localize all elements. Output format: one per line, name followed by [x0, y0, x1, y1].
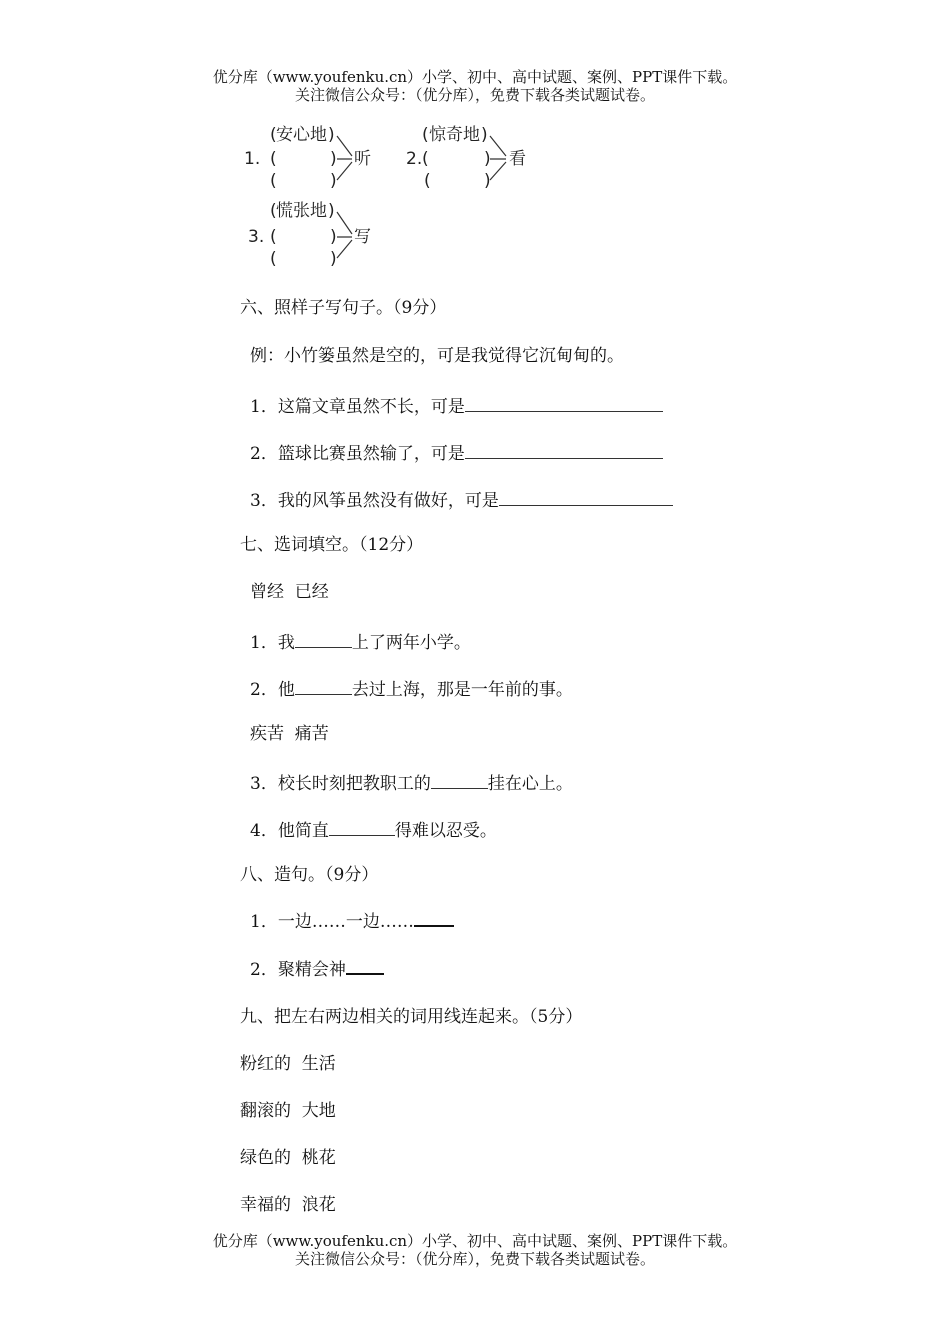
section-7-word-choices-2: 疾苦 痛苦 [250, 724, 329, 744]
footer-line-1: 优分库（www.youfenku.cn）小学、初中、高中试题、案例、PPT课件下载。 [212, 1232, 738, 1250]
answer-blank[interactable] [465, 394, 663, 412]
section-6-question-2 [250, 441, 663, 464]
diagram-num-3: 3. [248, 227, 265, 247]
diagram-blank-2b-open: ( [424, 171, 431, 191]
diagram-blank-3a-close: ) [330, 227, 337, 247]
answer-blank[interactable] [295, 630, 352, 648]
question-text: 4．他简直 [250, 821, 329, 841]
diagram-word-1-open: ( [270, 125, 277, 145]
diagram-word-1: 安心地 [276, 125, 327, 145]
diagram-connector-1 [337, 136, 352, 180]
question-text: 2．聚精会神 [250, 960, 346, 980]
question-text: 1．我 [250, 633, 295, 653]
header-line-1: 优分库（www.youfenku.cn）小学、初中、高中试题、案例、PPT课件下载。 [212, 68, 738, 86]
question-text: 3．我的风筝虽然没有做好，可是 [250, 491, 499, 511]
diagram-verb-1: 听 [354, 149, 371, 169]
question-text-end: 去过上海，那是一年前的事。 [351, 680, 573, 700]
footer-line-2: 关注微信公众号：（优分库），免费下载各类试题试卷。 [294, 1250, 655, 1268]
diagram-item-2 [406, 125, 526, 191]
diagram-word-1-close: ) [328, 125, 335, 145]
question-text: 1．一边……一边…… [250, 912, 414, 932]
section-7-word-choices-1: 曾经 已经 [250, 582, 329, 602]
diagram-blank-2b-close: ) [484, 171, 491, 191]
section-7-question-1 [250, 630, 471, 653]
diagram-blank-1a-open: ( [270, 149, 277, 169]
section-6-question-3 [250, 488, 673, 511]
diagram-verb-2: 看 [509, 149, 526, 169]
match-pair-3: 绿色的 桃花 [240, 1148, 336, 1168]
sentence-answer-line[interactable] [414, 915, 454, 927]
page-footer [0, 1232, 950, 1268]
diagram-verb-3: 写 [354, 227, 371, 247]
section-6-question-1 [250, 394, 663, 417]
section-6-title: 六、照样子写句子。（9分） [240, 298, 447, 318]
diagram-word-2-close: ) [481, 125, 488, 145]
match-pair-2: 翻滚的 大地 [240, 1101, 336, 1121]
diagram-connector-3 [337, 212, 352, 258]
section-8-question-2 [250, 960, 384, 980]
diagram-blank-1b-close: ) [330, 171, 337, 191]
sentence-answer-line[interactable] [346, 963, 384, 975]
match-pair-1: 粉红的 生活 [240, 1054, 336, 1074]
section-8-title: 八、造句。（9分） [240, 865, 379, 885]
diagram-word-3-open: ( [270, 201, 277, 221]
section-9-title: 九、把左右两边相关的词用线连起来。（5分） [240, 1007, 583, 1027]
diagram-word-2-open: ( [422, 125, 429, 145]
word-combination-diagram [236, 116, 556, 276]
diagram-num-1: 1. [244, 149, 261, 169]
diagram-blank-2a-close: ) [484, 149, 491, 169]
diagram-blank-3b-open: ( [270, 249, 277, 269]
diagram-word-3: 慌张地 [276, 201, 327, 221]
section-7-question-3 [250, 771, 573, 794]
diagram-word-3-close: ) [328, 201, 335, 221]
section-8-question-1 [250, 912, 454, 932]
diagram-blank-2a-open: ( [422, 149, 429, 169]
diagram-item-1 [244, 125, 371, 191]
answer-blank[interactable] [465, 441, 663, 459]
diagram-item-3 [248, 201, 371, 269]
question-text: 2．篮球比赛虽然输了，可是 [250, 444, 465, 464]
diagram-num-2: 2. [406, 149, 423, 169]
diagram-blank-1b-open: ( [270, 171, 277, 191]
answer-blank[interactable] [329, 818, 395, 836]
diagram-word-2: 惊奇地 [429, 125, 480, 145]
section-6-example: 例：小竹篓虽然是空的，可是我觉得它沉甸甸的。 [250, 346, 624, 366]
question-text-end: 得难以忍受。 [394, 821, 497, 841]
diagram-blank-3a-open: ( [270, 227, 277, 247]
section-7-question-4 [250, 818, 497, 841]
match-pair-4: 幸福的 浪花 [240, 1195, 336, 1215]
question-text: 2．他 [250, 680, 295, 700]
diagram-blank-1a-close: ) [330, 149, 337, 169]
answer-blank[interactable] [499, 488, 673, 506]
diagram-blank-3b-close: ) [330, 249, 337, 269]
section-7-title: 七、选词填空。（12分） [240, 535, 424, 555]
question-text: 3．校长时刻把教职工的 [250, 774, 431, 794]
page-header [0, 68, 950, 104]
section-7-question-2 [250, 677, 573, 700]
question-text-end: 上了两年小学。 [351, 633, 471, 653]
question-text: 1．这篇文章虽然不长，可是 [250, 397, 465, 417]
answer-blank[interactable] [295, 677, 352, 695]
diagram-connector-2 [490, 136, 506, 180]
header-line-2: 关注微信公众号：（优分库），免费下载各类试题试卷。 [294, 86, 655, 104]
question-text-end: 挂在心上。 [487, 774, 573, 794]
answer-blank[interactable] [431, 771, 488, 789]
